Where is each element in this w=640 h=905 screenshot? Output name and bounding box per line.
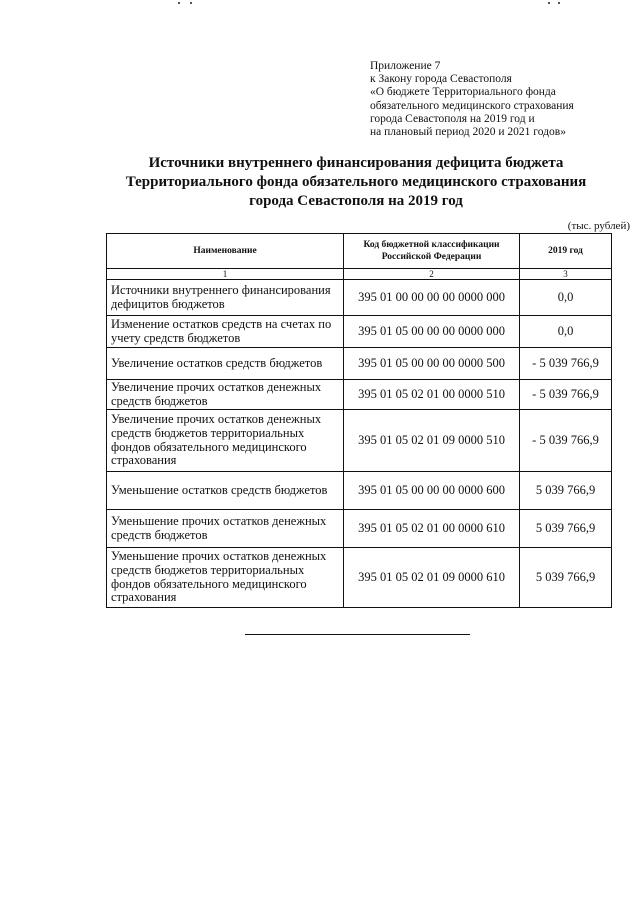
header-code: Код бюджетной классификации Российской Федерации bbox=[344, 234, 520, 269]
title-line: Источники внутреннего финансирования дефицита бюджета bbox=[148, 155, 564, 171]
table-row bbox=[107, 280, 612, 316]
title-line: Территориального фонда обязательного медицинского страхования bbox=[125, 174, 587, 190]
row-code: 395 01 05 00 00 00 0000 500 bbox=[344, 348, 520, 380]
row-value: 5 039 766,9 bbox=[520, 510, 612, 548]
row-code: 395 01 05 02 01 00 0000 610 bbox=[344, 510, 520, 548]
row-code: 395 01 05 00 00 00 0000 000 bbox=[344, 316, 520, 348]
table-row bbox=[107, 472, 612, 510]
scan-dot bbox=[558, 2, 560, 4]
table-row bbox=[107, 316, 612, 348]
row-name: Увеличение прочих остатков денежных средств бюджетов bbox=[107, 380, 344, 410]
appendix-line: «О бюджете Территориального фонда bbox=[370, 86, 556, 99]
row-code: 395 01 00 00 00 00 0000 000 bbox=[344, 280, 520, 316]
row-value: - 5 039 766,9 bbox=[520, 380, 612, 410]
table-header-row bbox=[107, 234, 612, 269]
row-value: - 5 039 766,9 bbox=[520, 348, 612, 380]
row-value: 0,0 bbox=[520, 316, 612, 348]
column-number: 1 bbox=[107, 269, 344, 280]
row-value: 0,0 bbox=[520, 280, 612, 316]
appendix-note bbox=[370, 60, 630, 139]
row-value: 5 039 766,9 bbox=[520, 548, 612, 608]
scan-marks bbox=[0, 2, 640, 10]
row-name: Источники внутреннего финансирования дефицитов бюджетов bbox=[107, 280, 344, 316]
row-code: 395 01 05 02 01 09 0000 610 bbox=[344, 548, 520, 608]
scan-dot bbox=[548, 2, 550, 4]
table-row bbox=[107, 410, 612, 472]
column-number: 2 bbox=[344, 269, 520, 280]
closing-rule bbox=[245, 634, 470, 635]
table-row bbox=[107, 510, 612, 548]
row-value: 5 039 766,9 bbox=[520, 472, 612, 510]
row-value: - 5 039 766,9 bbox=[520, 410, 612, 472]
scan-dot bbox=[178, 2, 180, 4]
column-number: 3 bbox=[520, 269, 612, 280]
table-row bbox=[107, 380, 612, 410]
row-name: Уменьшение прочих остатков денежных средств бюджетов территориальных фондов обязательного медицинского страхования bbox=[107, 548, 344, 608]
appendix-line: Приложение 7 bbox=[370, 60, 441, 72]
column-number-row bbox=[107, 269, 612, 280]
header-name: Наименование bbox=[107, 234, 344, 269]
row-name: Увеличение прочих остатков денежных средств бюджетов территориальных фондов обязательного медицинского страхования bbox=[107, 410, 344, 472]
row-name: Увеличение остатков средств бюджетов bbox=[107, 348, 344, 380]
unit-label: (тыс. рублей) bbox=[567, 220, 630, 232]
financing-sources-table bbox=[106, 233, 612, 608]
row-name: Изменение остатков средств на счетах по учету средств бюджетов bbox=[107, 316, 344, 348]
appendix-line: к Закону города Севастополя bbox=[370, 73, 512, 86]
appendix-line: на плановый период 2020 и 2021 годов» bbox=[370, 126, 566, 139]
row-code: 395 01 05 00 00 00 0000 600 bbox=[344, 472, 520, 510]
title-line: города Севастополя на 2019 год bbox=[249, 193, 463, 209]
scan-dot bbox=[190, 2, 192, 4]
appendix-line: города Севастополя на 2019 год и bbox=[370, 112, 535, 125]
row-code: 395 01 05 02 01 00 0000 510 bbox=[344, 380, 520, 410]
row-name: Уменьшение прочих остатков денежных средств бюджетов bbox=[107, 510, 344, 548]
row-name: Уменьшение остатков средств бюджетов bbox=[107, 472, 344, 510]
header-year: 2019 год bbox=[520, 234, 612, 269]
table-row bbox=[107, 548, 612, 608]
document-title bbox=[100, 154, 612, 211]
appendix-line: обязательного медицинского страхования bbox=[370, 99, 574, 112]
row-code: 395 01 05 02 01 09 0000 510 bbox=[344, 410, 520, 472]
table-row bbox=[107, 348, 612, 380]
